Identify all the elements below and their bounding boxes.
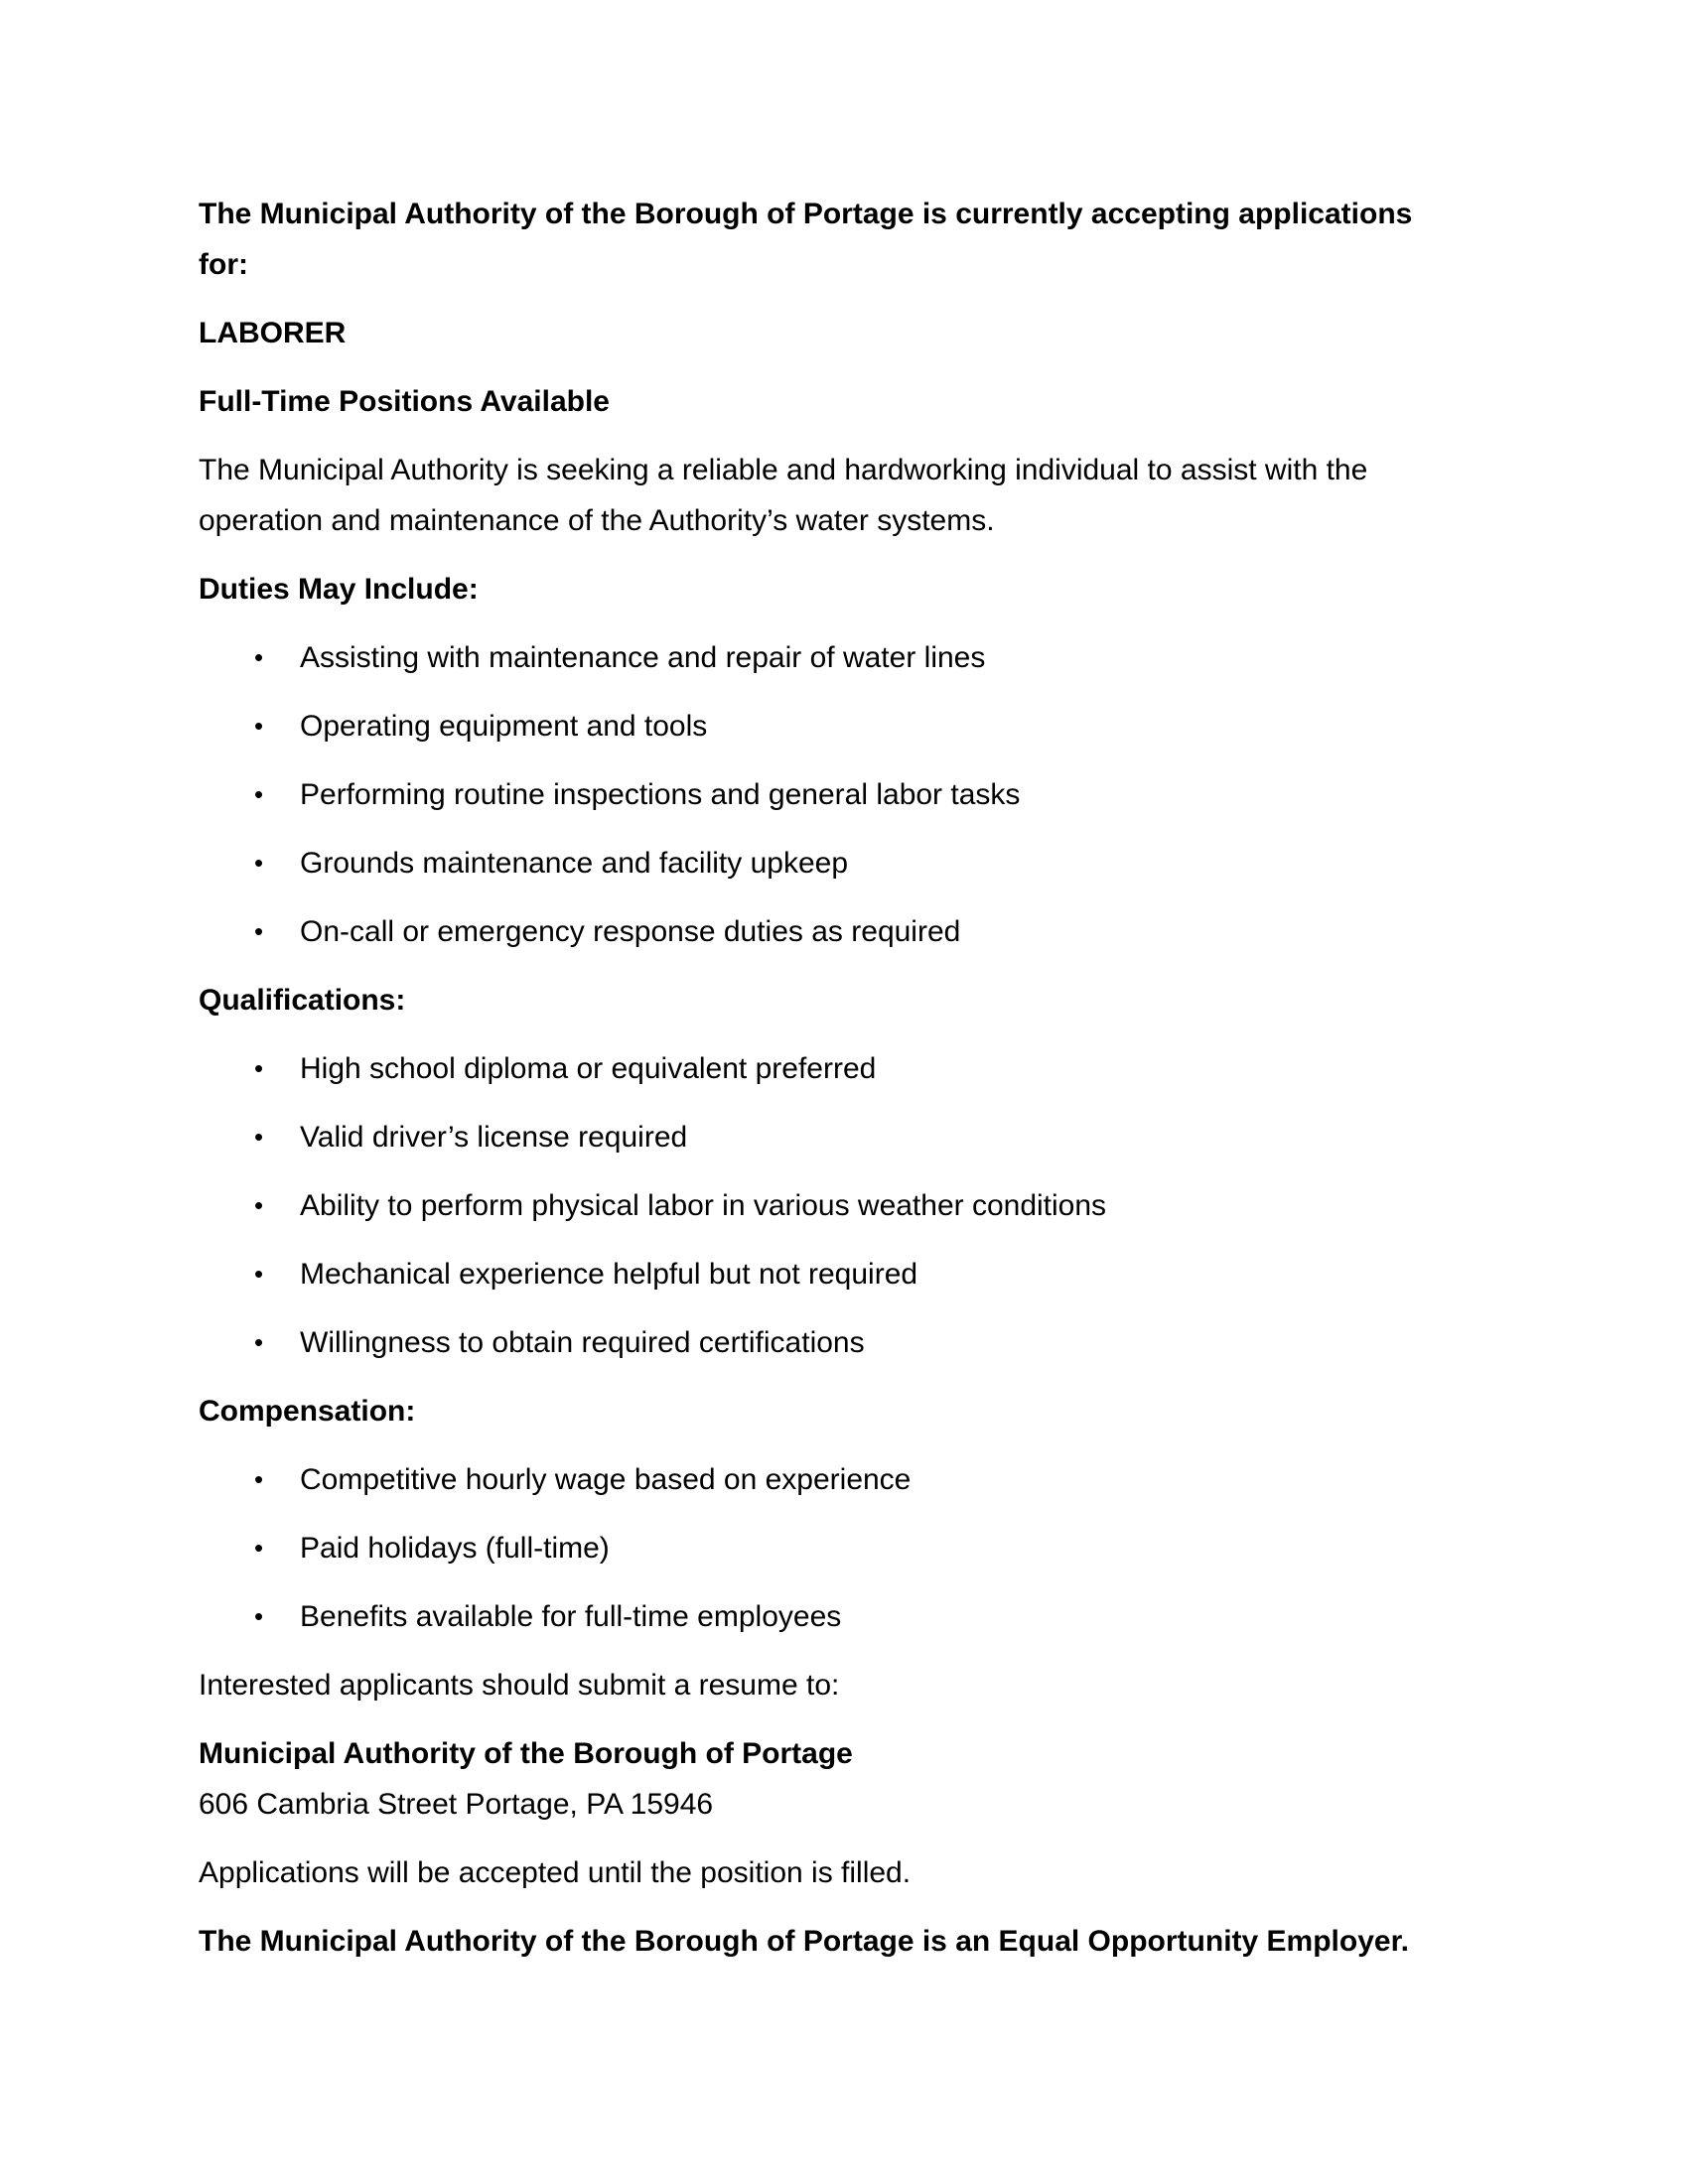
- list-item: [199, 1180, 1440, 1231]
- list-item-text: Valid driver’s license required: [300, 1121, 688, 1154]
- bullet-icon: •: [254, 711, 264, 741]
- apply-lead: Interested applicants should submit a resume to:: [199, 1669, 840, 1702]
- duties-heading: Duties May Include:: [199, 573, 479, 606]
- bullet-icon: •: [254, 642, 264, 672]
- list-item: [199, 1523, 1440, 1573]
- bullet-icon: •: [254, 1464, 264, 1494]
- organization-address: 606 Cambria Street Portage, PA 15946: [199, 1788, 714, 1821]
- list-item-text: Benefits available for full-time employees: [300, 1600, 842, 1633]
- bullet-icon: •: [254, 1259, 264, 1289]
- list-item: [199, 838, 1440, 888]
- bullet-icon: •: [254, 916, 264, 946]
- list-item-text: Willingness to obtain required certifications: [300, 1326, 865, 1359]
- list-item: [199, 1317, 1440, 1368]
- list-item: [199, 1591, 1440, 1642]
- list-item-text: Assisting with maintenance and repair of water lines: [300, 641, 986, 674]
- list-item: [199, 1249, 1440, 1299]
- compensation-heading: Compensation:: [199, 1395, 416, 1428]
- intro-heading: The Municipal Authority of the Borough of Portage is currently accepting applications for:: [199, 198, 1413, 281]
- availability-heading: Full-Time Positions Available: [199, 385, 610, 418]
- list-item-text: Ability to perform physical labor in various weather conditions: [300, 1189, 1107, 1222]
- apply-address-block: [199, 1728, 1440, 1830]
- list-item-text: Mechanical experience helpful but not required: [300, 1258, 918, 1291]
- compensation-list: [199, 1454, 1440, 1642]
- list-item: [199, 701, 1440, 751]
- bullet-icon: •: [254, 1053, 264, 1083]
- bullet-icon: •: [254, 848, 264, 878]
- bullet-icon: •: [254, 1190, 264, 1220]
- qualifications-list: [199, 1043, 1440, 1368]
- summary-paragraph: The Municipal Authority is seeking a reliable and hardworking individual to assist with the operation and maintenance of the Authority’s water systems.: [199, 454, 1368, 537]
- list-item-text: High school diploma or equivalent preferred: [300, 1052, 877, 1085]
- list-item: [199, 1112, 1440, 1162]
- list-item: [199, 906, 1440, 957]
- list-item-text: Performing routine inspections and general labor tasks: [300, 778, 1021, 811]
- bullet-icon: •: [254, 779, 264, 809]
- list-item: [199, 1454, 1440, 1505]
- job-posting-document: [199, 189, 1440, 1967]
- list-item-text: On-call or emergency response duties as required: [300, 915, 961, 948]
- bullet-icon: •: [254, 1327, 264, 1357]
- list-item: [199, 1043, 1440, 1094]
- organization-name: Municipal Authority of the Borough of Portage: [199, 1737, 853, 1770]
- list-item: [199, 769, 1440, 820]
- list-item-text: Grounds maintenance and facility upkeep: [300, 847, 849, 880]
- list-item: [199, 632, 1440, 683]
- list-item-text: Competitive hourly wage based on experience: [300, 1463, 912, 1496]
- bullet-icon: •: [254, 1601, 264, 1631]
- bullet-icon: •: [254, 1533, 264, 1563]
- eeo-statement: The Municipal Authority of the Borough of Portage is an Equal Opportunity Employer.: [199, 1925, 1409, 1958]
- list-item-text: Paid holidays (full-time): [300, 1532, 610, 1565]
- deadline-paragraph: Applications will be accepted until the position is filled.: [199, 1856, 912, 1889]
- bullet-icon: •: [254, 1122, 264, 1152]
- duties-list: [199, 632, 1440, 957]
- list-item-text: Operating equipment and tools: [300, 710, 708, 743]
- qualifications-heading: Qualifications:: [199, 984, 406, 1017]
- position-title: LABORER: [199, 317, 347, 349]
